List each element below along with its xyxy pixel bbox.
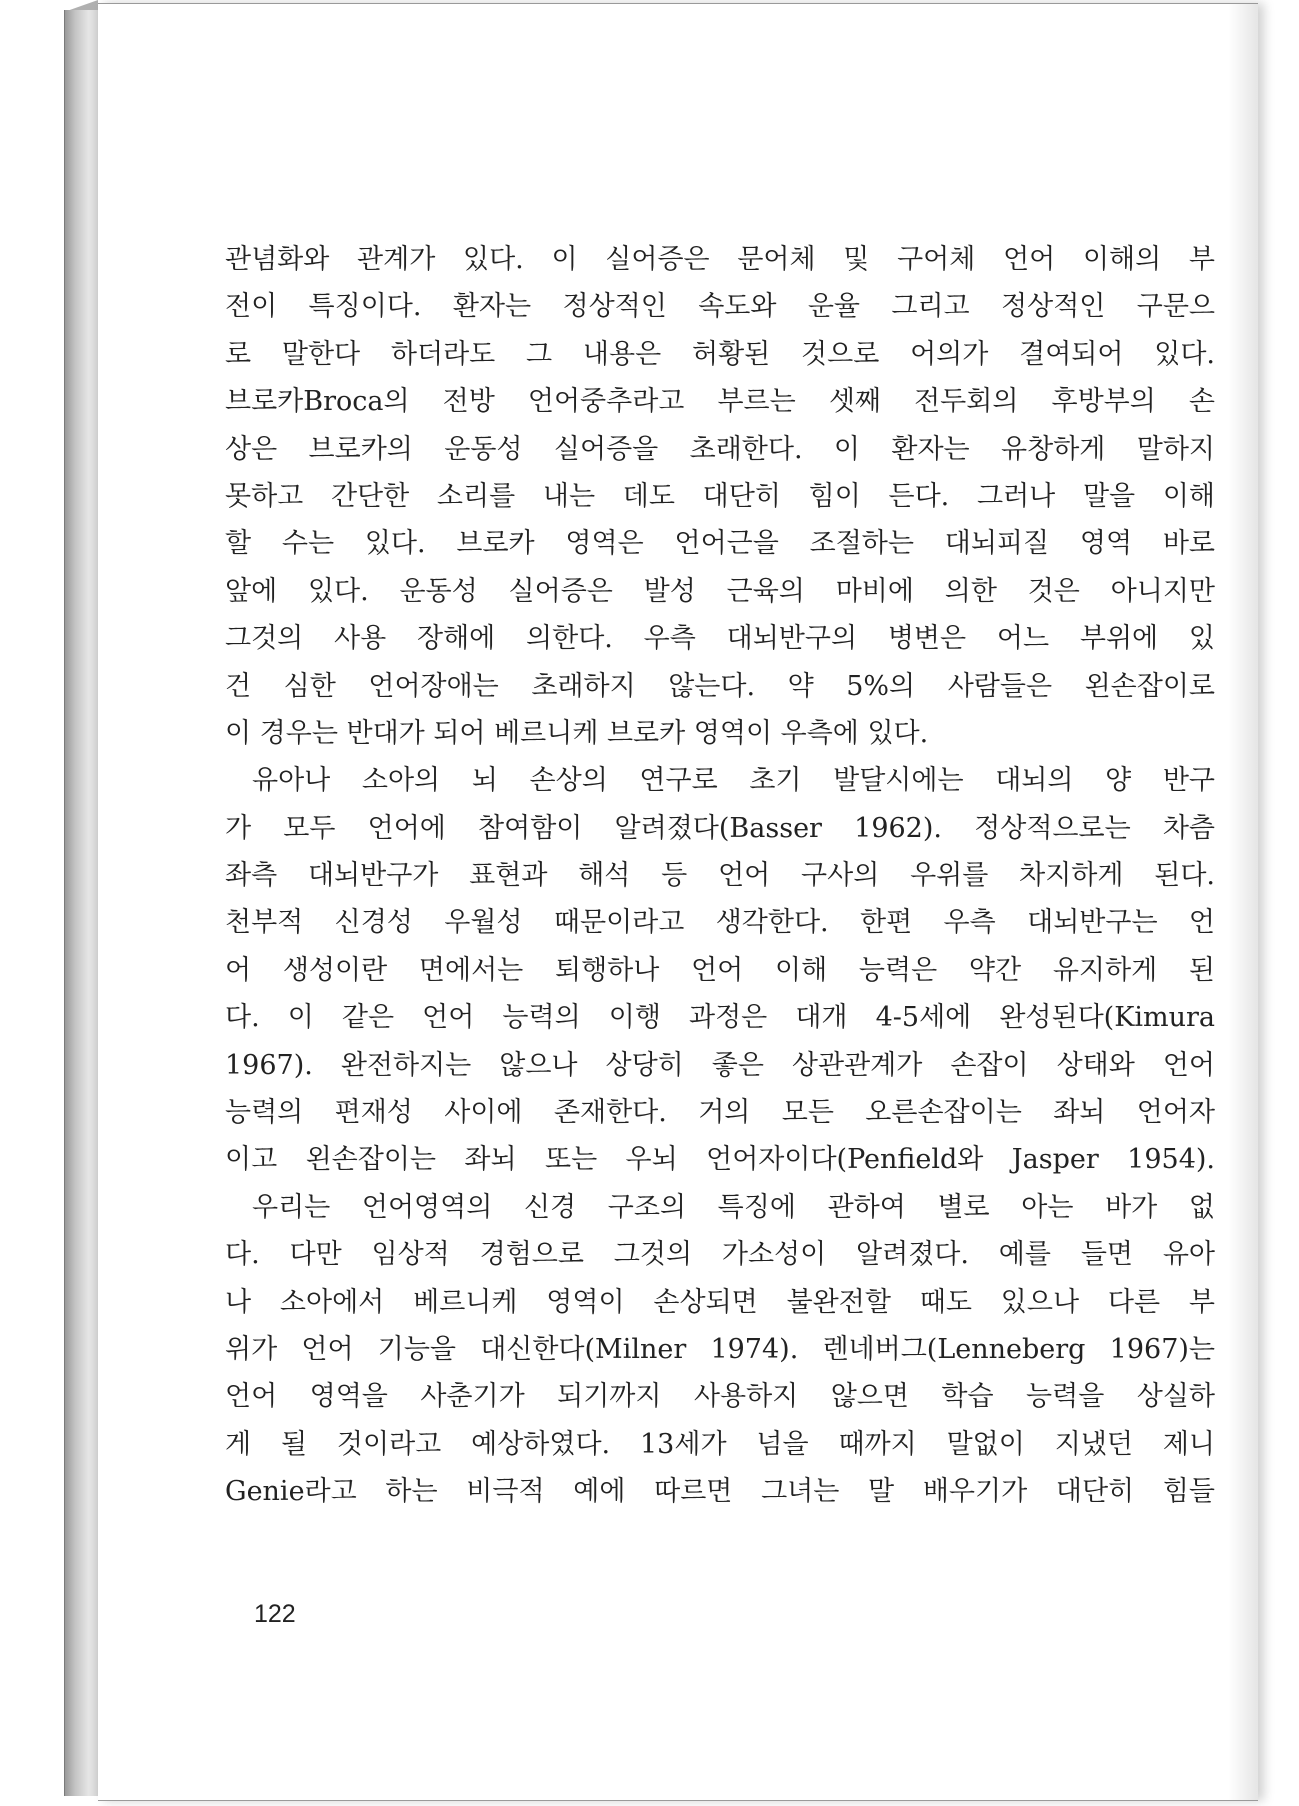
text-line: 이 경우는 반대가 되어 베르니케 브로카 영역이 우측에 있다. [225,717,929,749]
text-line: 이고 왼손잡이는 좌뇌 또는 우뇌 언어자이다(Penfield와 Jasper 1954). [225,1144,1215,1176]
text-line: 그것의 사용 장해에 의한다. 우측 대뇌반구의 병변은 어느 부위에 있 [225,623,1215,655]
text-line: 앞에 있다. 운동성 실어증은 발성 근육의 마비에 의한 것은 아니지만 [225,575,1215,607]
text-line: 할 수는 있다. 브로카 영역은 언어근을 조절하는 대뇌피질 영역 바로 [225,528,1215,560]
text-line: 천부적 신경성 우월성 때문이라고 생각한다. 한편 우측 대뇌반구는 언 [225,907,1215,939]
text-line: 능력의 편재성 사이에 존재한다. 거의 모든 오른손잡이는 좌뇌 언어자 [225,1097,1215,1129]
book-page [98,3,1258,1801]
text-line: 나 소아에서 베르니케 영역이 손상되면 불완전할 때도 있으나 다른 부 [225,1286,1215,1318]
text-line: 언어 영역을 사춘기가 되기까지 사용하지 않으면 학습 능력을 상실하 [225,1381,1215,1413]
text-line: 전이 특징이다. 환자는 정상적인 속도와 운율 그리고 정상적인 구문으 [225,291,1215,323]
text-line: 유아나 소아의 뇌 손상의 연구로 초기 발달시에는 대뇌의 양 반구 [252,765,1215,797]
text-line: 건 심한 언어장애는 초래하지 않는다. 약 5%의 사람들은 왼손잡이로 [225,670,1215,702]
text-line: 어 생성이란 면에서는 퇴행하나 언어 이해 능력은 약간 유지하게 된 [225,954,1215,986]
text-line: 가 모두 언어에 참여함이 알려졌다(Basser 1962). 정상적으로는 차츰 [225,812,1215,844]
text-line: 위가 언어 기능을 대신한다(Milner 1974). 렌네버그(Lenneberg 1967)는 [225,1333,1215,1365]
text-line: 게 될 것이라고 예상하였다. 13세가 넘을 때까지 말없이 지냈던 제니 [225,1428,1215,1460]
page-shadow [1228,4,1258,1800]
book-page-stack-edge [64,10,99,1796]
text-line: 관념화와 관계가 있다. 이 실어증은 문어체 및 구어체 언어 이해의 부 [225,244,1215,275]
text-line: 1967). 완전하지는 않으나 상당히 좋은 상관관계가 손잡이 상태와 언어 [225,1049,1215,1081]
text-line: 다. 이 같은 언어 능력의 이행 과정은 대개 4-5세에 완성된다(Kimura [225,1002,1215,1034]
text-line: 상은 브로카의 운동성 실어증을 초래한다. 이 환자는 유창하게 말하지 [225,433,1215,465]
text-line: Genie라고 하는 비극적 예에 따르면 그녀는 말 배우기가 대단히 힘들 [225,1476,1215,1508]
body-text [225,236,1215,1516]
text-line: 로 말한다 하더라도 그 내용은 허황된 것으로 어의가 결여되어 있다. [225,338,1215,370]
text-line: 브로카Broca의 전방 언어중추라고 부르는 셋째 전두회의 후방부의 손 [225,386,1215,418]
text-line: 좌측 대뇌반구가 표현과 해석 등 언어 구사의 우위를 차지하게 된다. [225,860,1215,892]
text-line: 우리는 언어영역의 신경 구조의 특징에 관하여 별로 아는 바가 없 [252,1191,1215,1223]
page-number: 122 [254,1600,296,1628]
text-line: 다. 다만 임상적 경험으로 그것의 가소성이 알려졌다. 예를 들면 유아 [225,1239,1215,1271]
text-line: 못하고 간단한 소리를 내는 데도 대단히 힘이 든다. 그러나 말을 이해 [225,480,1215,512]
